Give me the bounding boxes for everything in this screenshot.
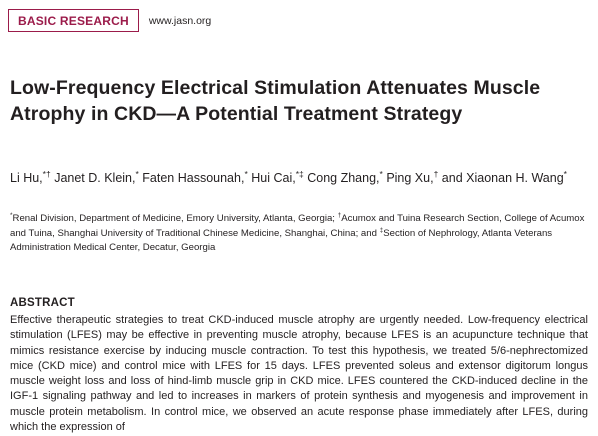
journal-url[interactable]: www.jasn.org <box>148 14 212 27</box>
section-badge: BASIC RESEARCH <box>8 9 139 32</box>
abstract-text: Effective therapeutic strategies to treat CKD-induced muscle atrophy are urgently needed. Low-frequency electrical stimulation (LFES) may be effective in preventing muscle atrophy, because LFES is an acupuncture technique that mimics resistance exercise by inducing muscle contraction. To test this hypothesis, we treated 5/6-nephrectomized mice (CKD mice) and control mice with LFES for 15 days. LFES prevented soleus and extensor digitorum longus muscle weight loss and loss of hind-limb muscle grip in CKD mice. LFES countered the CKD-induced decline in the IGF-1 signaling pathway and led to increases in markers of protein synthesis and myogenesis and improvement in muscle protein metabolism. In control mice, we observed an acute response phase immediately after LFES, during which the expression of <box>10 314 588 434</box>
author-name: and <box>441 171 463 185</box>
header-bar <box>8 9 211 32</box>
author-name: Xiaonan H. Wang <box>466 171 564 185</box>
author-name: Ping Xu, <box>386 171 434 185</box>
affiliation-marker: * <box>10 211 13 219</box>
affiliation-marker: ‡ <box>379 226 384 234</box>
author-affiliation-marker: * <box>563 168 567 179</box>
author-affiliation-marker: *† <box>42 168 51 179</box>
author-affiliation-marker: *‡ <box>295 168 304 179</box>
abstract-heading: ABSTRACT <box>10 297 75 309</box>
author-affiliation-marker: * <box>135 168 139 179</box>
affiliation-text: Renal Division, Department of Medicine, Emory University, Atlanta, Georgia; <box>12 213 338 224</box>
affiliation-text: Section of Nephrology, Atlanta Veterans Administration Medical Center, Decatur, Georgia <box>10 227 553 254</box>
author-affiliation-marker: * <box>244 168 248 179</box>
author-affiliation-marker: * <box>379 168 383 179</box>
affiliation-text: Acumox and Tuina Research Section, College of Acumox and Tuina, Shanghai University of Traditional Chinese Medicine, Shanghai, China; and <box>10 213 585 239</box>
author-name: Cong Zhang, <box>307 171 380 185</box>
affiliations <box>10 212 588 256</box>
author-name: Janet D. Klein, <box>54 171 136 185</box>
author-name: Faten Hassounah, <box>142 171 245 185</box>
article-title: Low-Frequency Electrical Stimulation Attenuates Muscle Atrophy in CKD—A Potential Treatment Strategy <box>10 77 541 125</box>
author-name: Li Hu, <box>10 171 43 185</box>
affiliation-marker: † <box>337 211 342 219</box>
author-name: Hui Cai, <box>251 171 296 185</box>
author-list <box>10 169 570 188</box>
author-affiliation-marker: † <box>433 168 439 179</box>
